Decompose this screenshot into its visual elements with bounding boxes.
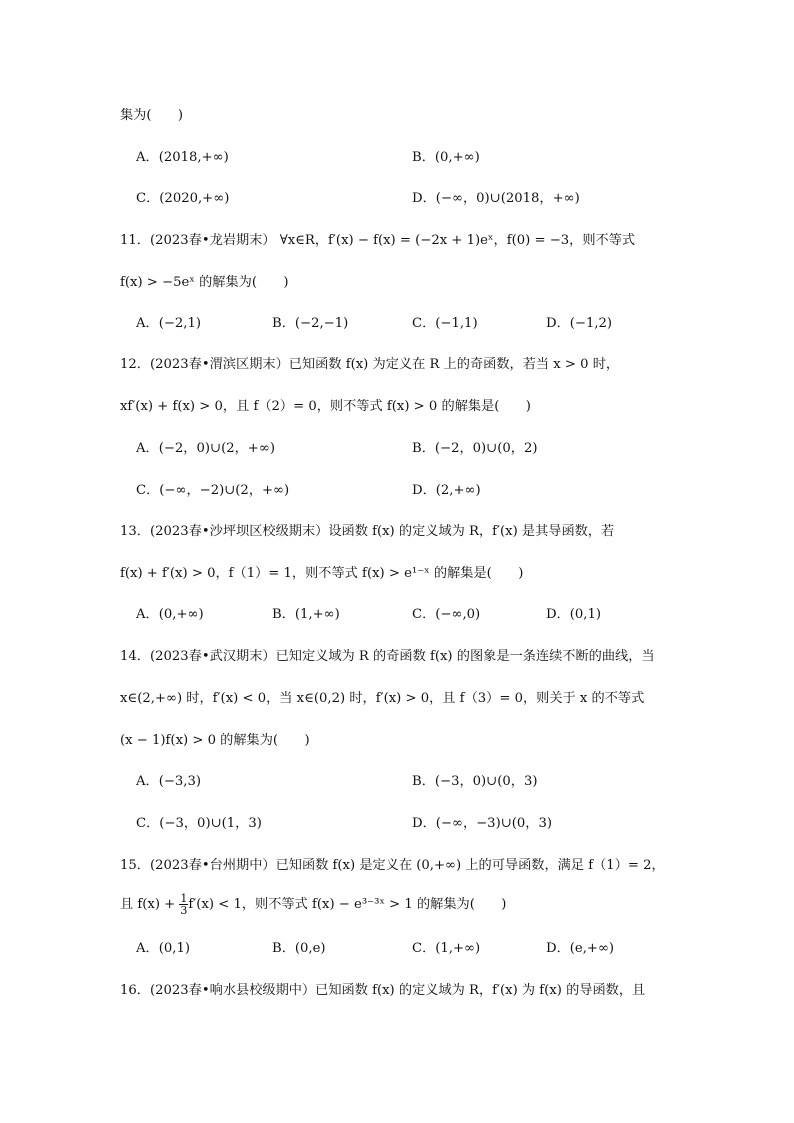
question-text-line: xf′(x) + f(x) > 0，且 f（2）= 0，则不等式 f(x) > 0 的解集是( ) [120,399,531,414]
question-text-line: 14．(2023春•武汉期末）已知定义域为 R 的奇函数 f(x) 的图象是一条连续不断的曲线，当 [120,649,655,664]
answer-option: B．(1,+∞) [272,607,340,622]
question-text-line: 16．(2023春•响水县校级期中）已知函数 f(x) 的定义域为 R，f′(x) 为 f(x) 的导函数，且 [120,983,646,998]
answer-option: C．(−3，0)∪(1，3) [136,816,262,831]
question-text-line: x∈(2,+∞) 时，f′(x) < 0，当 x∈(0,2) 时，f′(x) > 0，且 f（3）= 0，则关于 x 的不等式 [120,691,645,706]
question-text-line: (x − 1)f(x) > 0 的解集为( ) [120,733,310,748]
q15-line2-before: 且 f(x) + [120,897,180,912]
answer-option: B．(−3，0)∪(0，3) [412,774,538,789]
question-text-line: 13．(2023春•沙坪坝区校级期末）设函数 f(x) 的定义域为 R，f′(x) 是其导函数，若 [120,524,615,539]
fraction-numerator: 1 [180,892,188,905]
answer-option: B．(0,+∞) [412,150,480,165]
answer-option: D．(−∞，0)∪(2018，+∞) [412,191,580,206]
answer-option: C．(−∞，−2)∪(2，+∞) [136,483,290,498]
answer-option: D．(e,+∞) [546,941,615,956]
answer-option: C．(2020,+∞) [136,191,230,206]
answer-option: D．(−∞，−3)∪(0，3) [412,816,553,831]
answer-option: B．(−2,−1) [272,316,349,331]
question-text-line: f(x) + f′(x) > 0，f（1）= 1，则不等式 f(x) > e¹⁻ˣ 的解集是( ) [120,566,524,581]
fraction-denominator: 3 [180,904,188,917]
answer-option: A．(2018,+∞) [136,150,229,165]
question-text-line: 11．(2023春•龙岩期末） ∀x∈R，f′(x) − f(x) = (−2x + 1)eˣ，f(0) = −3，则不等式 [120,233,636,248]
q15-line2-after: f′(x) < 1，则不等式 f(x) − e³⁻³ˣ > 1 的解集为( ) [188,897,507,912]
answer-option: A．(−2，0)∪(2，+∞) [136,441,275,456]
question-text-line: 12．(2023春•渭滨区期末）已知函数 f(x) 为定义在 R 上的奇函数，若当 x > 0 时， [120,357,620,372]
answer-option: D．(−1,2) [546,316,613,331]
answer-option: C．(1,+∞) [412,941,481,956]
answer-option: C．(−1,1) [412,316,478,331]
question-text-line: 15．(2023春•台州期中）已知函数 f(x) 是定义在 (0,+∞) 上的可导函数，满足 f（1）= 2， [120,858,665,873]
answer-option: B．(−2，0)∪(0，2) [412,441,538,456]
question-text-line: 集为( ) [120,108,184,123]
answer-option: D．(2,+∞) [412,483,481,498]
answer-option: D．(0,1) [546,607,602,622]
answer-option: A．(−3,3) [136,774,202,789]
answer-option: A．(0,+∞) [136,607,204,622]
answer-option: B．(0,e) [272,941,326,956]
q15-condition-line [120,893,506,916]
answer-option: A．(0,1) [136,941,190,956]
question-text-line: f(x) > −5eˣ 的解集为( ) [120,275,289,290]
answer-option: C．(−∞,0) [412,607,481,622]
answer-option: A．(−2,1) [136,316,202,331]
